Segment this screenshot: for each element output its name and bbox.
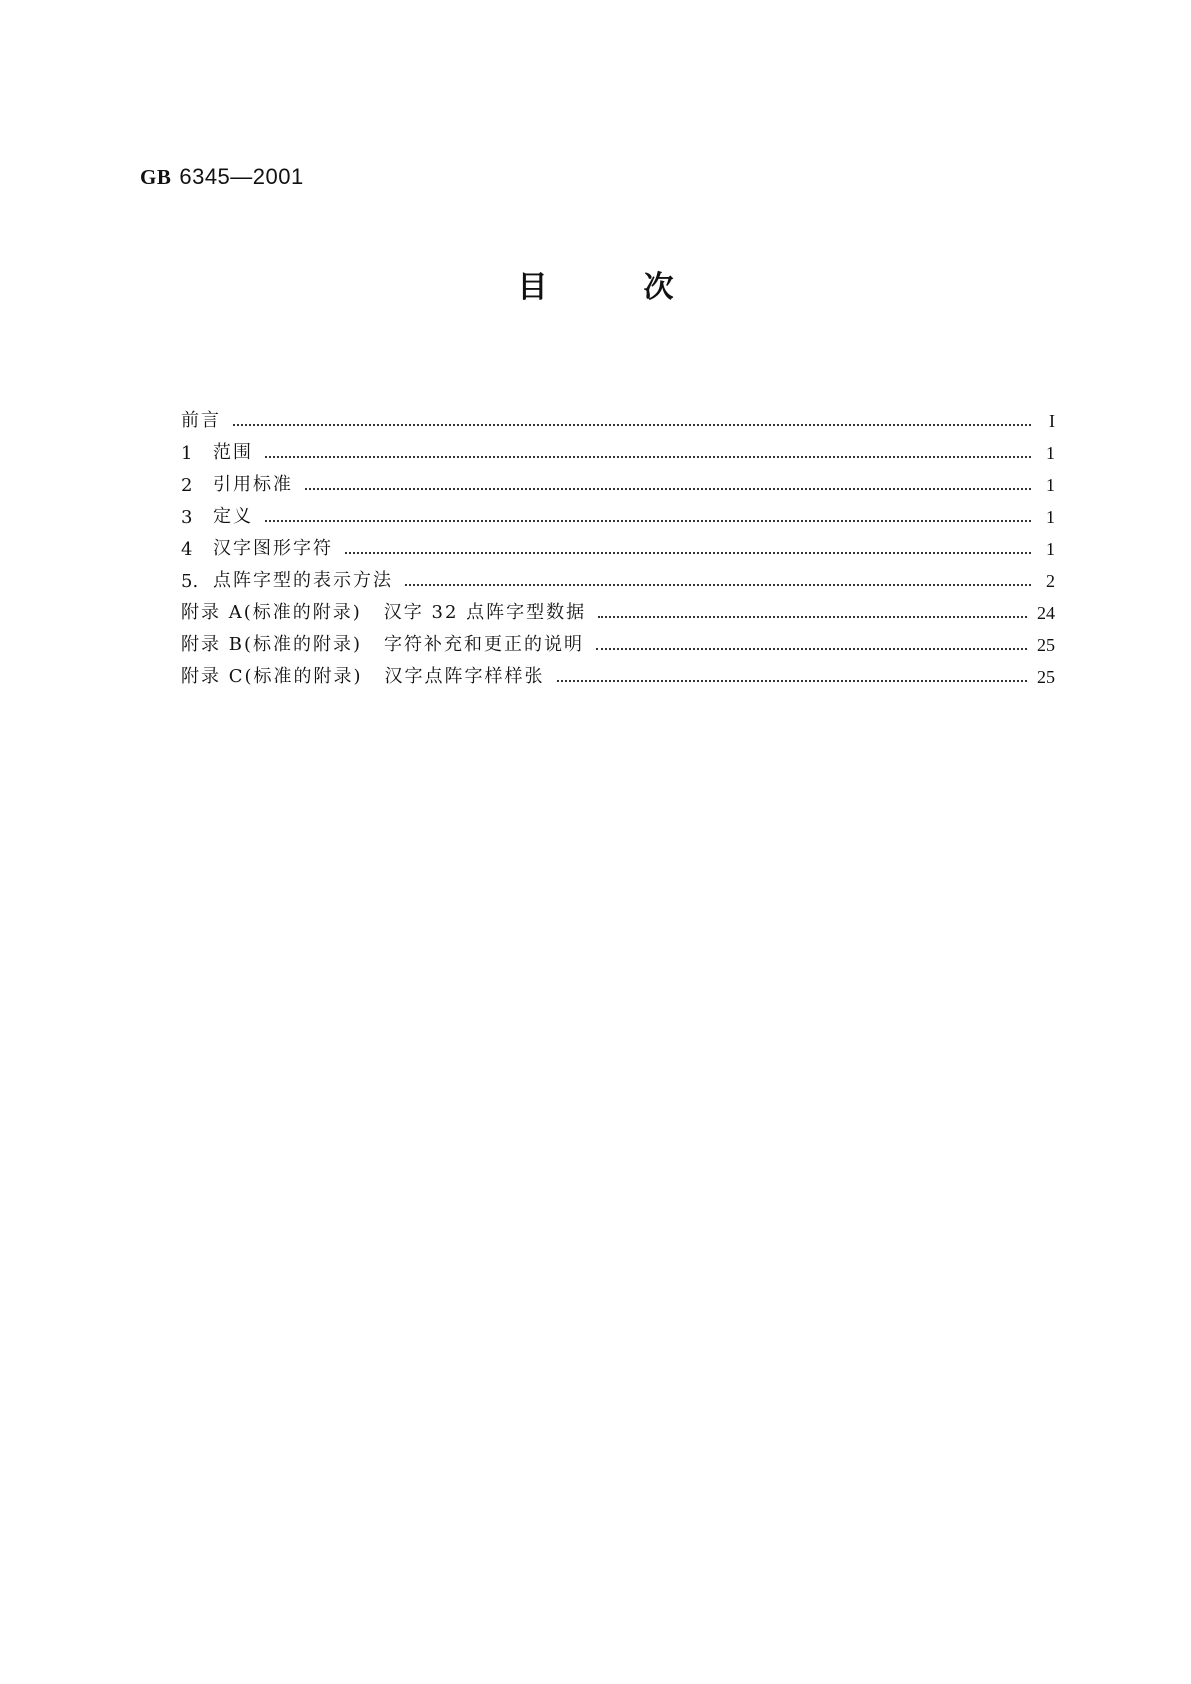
toc-entry-page: 25 [1037, 635, 1055, 655]
page-title: 目次 [517, 270, 770, 305]
toc-entry-label: 引用标准 [213, 474, 293, 495]
toc-leader-dots [557, 680, 1027, 682]
toc-entry-appendix-a[interactable] [181, 592, 1055, 624]
toc-entry-number: 3 [181, 507, 193, 528]
toc-entry-1[interactable] [181, 432, 1055, 464]
toc-entry-number: 4 [181, 539, 193, 560]
standard-prefix: GB [140, 165, 172, 189]
toc-leader-dots [265, 520, 1031, 522]
toc-entry-subtitle: 字符补充和更正的说明 [384, 634, 584, 655]
toc-entry-label: 汉字图形字符 [213, 538, 333, 559]
toc-entry-label: 前言 [181, 410, 221, 431]
toc-entry-number: 5. [181, 571, 199, 592]
toc-entry-subtitle: 汉字 32 点阵字型数据 [383, 602, 587, 623]
toc-entry-page: 1 [1046, 507, 1055, 527]
toc-leader-dots [305, 488, 1031, 490]
toc-entry-page: 25 [1037, 667, 1055, 687]
toc-leader-dots [598, 616, 1027, 618]
table-of-contents [181, 400, 1055, 688]
toc-entry-appendix-b[interactable] [181, 624, 1055, 656]
document-code [140, 164, 304, 190]
toc-entry-4[interactable] [181, 528, 1055, 560]
toc-entry-appendix-c[interactable] [181, 656, 1055, 688]
toc-entry-2[interactable] [181, 464, 1055, 496]
toc-entry-label: 附录 A(标准的附录) [181, 602, 362, 623]
toc-entry-3[interactable] [181, 496, 1055, 528]
toc-entry-label: 附录 B(标准的附录) [181, 634, 362, 655]
toc-leader-dots [233, 424, 1031, 426]
toc-entry-page: 1 [1046, 475, 1055, 495]
toc-entry-number: 2 [181, 475, 193, 496]
toc-entry-subtitle: 汉字点阵字样样张 [384, 666, 545, 687]
toc-entry-page: I [1049, 411, 1055, 431]
toc-entry-page: 1 [1046, 443, 1055, 463]
toc-leader-dots [405, 584, 1031, 586]
toc-entry-label: 定义 [213, 506, 253, 527]
toc-entry-number: 1 [181, 443, 193, 464]
standard-number: 6345—2001 [179, 164, 304, 189]
toc-leader-dots [265, 456, 1031, 458]
toc-leader-dots [345, 552, 1031, 554]
toc-entry-page: 1 [1046, 539, 1055, 559]
toc-entry-label: 附录 C(标准的附录) [181, 666, 363, 687]
toc-entry-5[interactable] [181, 560, 1055, 592]
toc-entry-foreword[interactable] [181, 400, 1055, 432]
toc-entry-page: 24 [1037, 603, 1055, 623]
toc-leader-dots [596, 648, 1027, 650]
toc-entry-label: 范围 [213, 442, 253, 463]
toc-entry-page: 2 [1046, 571, 1055, 591]
toc-entry-label: 点阵字型的表示方法 [213, 570, 393, 591]
